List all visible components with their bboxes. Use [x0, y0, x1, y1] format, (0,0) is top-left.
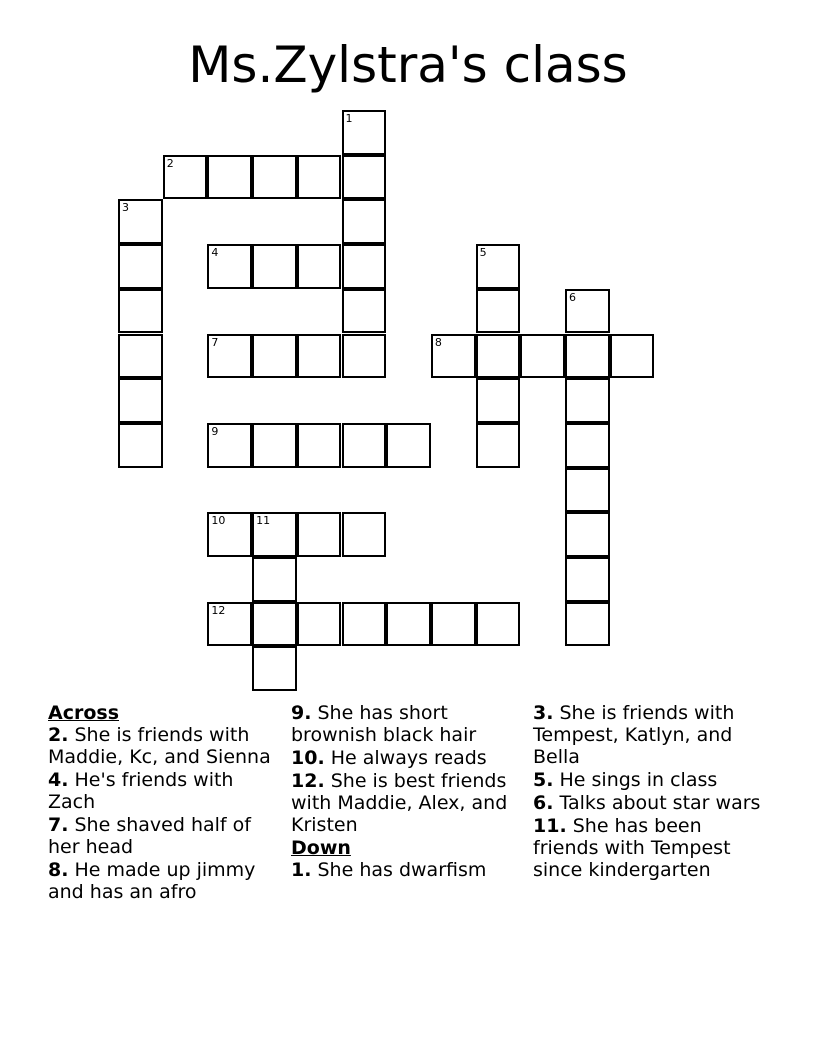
grid-cell[interactable] [118, 378, 163, 423]
grid-cell[interactable] [565, 557, 610, 602]
clues-column-1 [48, 702, 284, 904]
grid-cell[interactable] [386, 423, 431, 468]
cell-number: 9 [211, 424, 219, 438]
grid-cell[interactable] [342, 334, 387, 379]
grid-cell[interactable] [386, 602, 431, 647]
grid-cell[interactable] [252, 646, 297, 691]
cell-number: 2 [166, 156, 174, 170]
grid-cell[interactable] [297, 155, 342, 200]
grid-cell[interactable] [207, 512, 252, 557]
grid-cell[interactable] [297, 423, 342, 468]
grid-cell[interactable] [565, 334, 610, 379]
grid-cell[interactable] [565, 512, 610, 557]
grid-cell[interactable] [342, 155, 387, 200]
grid-cell[interactable] [297, 512, 342, 557]
grid-cell[interactable] [252, 512, 297, 557]
grid-cell[interactable] [476, 378, 521, 423]
cell-number: 1 [345, 112, 353, 125]
grid-cell[interactable] [297, 244, 342, 289]
grid-cell[interactable] [252, 602, 297, 647]
clue-across-8: 8. He made up jimmy and has an afro [48, 859, 256, 903]
grid-cell[interactable] [207, 155, 252, 200]
grid-cell[interactable] [118, 244, 163, 289]
grid-cell[interactable] [118, 199, 163, 244]
grid-cell[interactable] [342, 110, 387, 155]
clue-down-5: 5. He sings in class [533, 769, 718, 791]
grid-cell[interactable] [431, 602, 476, 647]
grid-cell[interactable] [252, 244, 297, 289]
grid-cell[interactable] [297, 602, 342, 647]
grid-cell[interactable] [342, 199, 387, 244]
grid-cell[interactable] [163, 155, 208, 200]
clue-across-4: 4. He's friends with Zach [48, 769, 234, 813]
grid-cell[interactable] [342, 289, 387, 334]
grid-cell[interactable] [118, 334, 163, 379]
grid-cell[interactable] [565, 423, 610, 468]
clue-across-12: 12. She is best friends with Maddie, Alex, and Kristen [291, 770, 508, 836]
clue-down-11: 11. She has been friends with Tempest since kindergarten [533, 815, 731, 881]
grid-cell[interactable] [342, 512, 387, 557]
grid-cell[interactable] [118, 289, 163, 334]
cell-number: 6 [569, 290, 576, 304]
cell-number: 7 [211, 335, 219, 349]
grid-cell[interactable] [252, 155, 297, 200]
grid-cell[interactable] [342, 423, 387, 468]
grid-cell[interactable] [297, 334, 342, 379]
grid-cell[interactable] [476, 602, 521, 647]
grid-cell[interactable] [476, 244, 521, 289]
cell-number: 11 [256, 514, 271, 528]
cell-number: 8 [434, 335, 442, 349]
grid-cell[interactable] [565, 602, 610, 647]
grid-cell[interactable] [610, 334, 655, 379]
grid-cell[interactable] [565, 378, 610, 423]
cell-number: 5 [479, 246, 487, 260]
puzzle-title: Ms.Zylstra's class [188, 36, 628, 94]
cell-number: 12 [211, 603, 226, 617]
clue-down-1: 1. She has dwarfism [291, 859, 487, 881]
grid-cell[interactable] [252, 557, 297, 602]
grid-cell[interactable] [207, 423, 252, 468]
cell-number: 3 [122, 201, 129, 215]
clue-across-10: 10. He always reads [291, 747, 487, 769]
grid-cell[interactable] [565, 289, 610, 334]
grid-cell[interactable] [476, 423, 521, 468]
grid-cell[interactable] [476, 334, 521, 379]
cell-number: 10 [211, 514, 226, 528]
clues-column-3 [533, 702, 773, 882]
grid-cell[interactable] [431, 334, 476, 379]
clue-down-3: 3. She is friends with Tempest, Katlyn, and Bella [533, 702, 735, 768]
grid-cell[interactable] [342, 602, 387, 647]
clue-across-7: 7. She shaved half of her head [48, 814, 251, 858]
grid-cell[interactable] [565, 468, 610, 513]
grid-cell[interactable] [118, 423, 163, 468]
clue-across-9: 9. She has short brownish black hair [291, 702, 477, 746]
down-heading: Down [291, 837, 351, 859]
grid-cell[interactable] [207, 334, 252, 379]
grid-cell[interactable] [520, 334, 565, 379]
clues-column-2 [291, 702, 527, 882]
grid-cell[interactable] [476, 289, 521, 334]
cell-number: 4 [211, 246, 219, 260]
clue-across-2: 2. She is friends with Maddie, Kc, and Sienna [48, 724, 271, 768]
grid-cell[interactable] [252, 334, 297, 379]
grid-cell[interactable] [207, 244, 252, 289]
clue-down-6: 6. Talks about star wars [533, 792, 761, 814]
grid-cell[interactable] [252, 423, 297, 468]
across-heading: Across [48, 702, 120, 724]
grid-cell[interactable] [207, 602, 252, 647]
grid-cell[interactable] [342, 244, 387, 289]
